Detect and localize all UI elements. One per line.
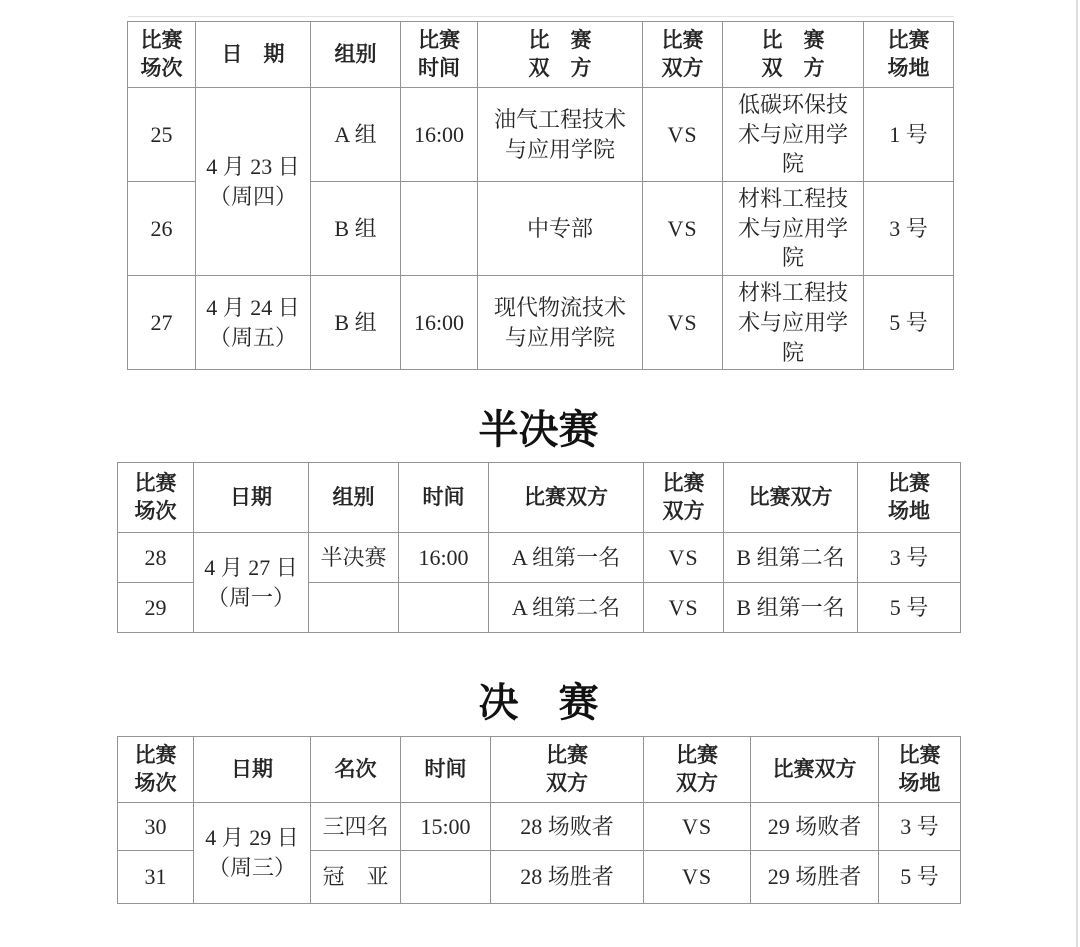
cell-date: 4 月 23 日 （周四） bbox=[196, 88, 311, 276]
cell-match-no: 25 bbox=[128, 88, 196, 182]
col-header-team1: 比赛双方 bbox=[489, 463, 644, 533]
cell-rank: 三四名 bbox=[311, 803, 401, 851]
col-header-time: 比赛 时间 bbox=[401, 22, 478, 88]
cell-time bbox=[399, 583, 489, 633]
col-header-team1: 比赛 双方 bbox=[491, 737, 644, 803]
col-header-group: 组别 bbox=[311, 22, 401, 88]
semifinal-table bbox=[117, 462, 961, 633]
cell-match-no: 29 bbox=[118, 583, 194, 633]
cell-venue: 1 号 bbox=[864, 88, 954, 182]
cell-vs: VS bbox=[643, 182, 723, 276]
col-header-date: 日期 bbox=[194, 463, 309, 533]
group-stage-table bbox=[127, 21, 954, 370]
cell-group: A 组 bbox=[311, 88, 401, 182]
cell-group bbox=[309, 583, 399, 633]
col-header-match-no: 比赛 场次 bbox=[128, 22, 196, 88]
cell-team1: 中专部 bbox=[478, 182, 643, 276]
col-header-team2: 比赛双方 bbox=[751, 737, 879, 803]
col-header-date: 日期 bbox=[194, 737, 311, 803]
cell-team2: 29 场胜者 bbox=[751, 851, 879, 904]
cell-vs: VS bbox=[644, 533, 724, 583]
cell-group: 半决赛 bbox=[309, 533, 399, 583]
cell-venue: 3 号 bbox=[864, 182, 954, 276]
cell-team1: 28 场败者 bbox=[491, 803, 644, 851]
col-header-match-no: 比赛 场次 bbox=[118, 463, 194, 533]
cell-time: 16:00 bbox=[401, 276, 478, 370]
cell-match-no: 27 bbox=[128, 276, 196, 370]
col-header-team2: 比赛双方 bbox=[724, 463, 858, 533]
cell-match-no: 26 bbox=[128, 182, 196, 276]
table-row bbox=[128, 276, 954, 370]
semifinal-section-title: 半决赛 bbox=[478, 407, 599, 452]
cell-venue: 3 号 bbox=[858, 533, 961, 583]
page-right-edge-line bbox=[1076, 0, 1078, 947]
cell-team2: 29 场败者 bbox=[751, 803, 879, 851]
col-header-time: 时间 bbox=[401, 737, 491, 803]
col-header-venue: 比赛 场地 bbox=[858, 463, 961, 533]
cell-team1: A 组第一名 bbox=[489, 533, 644, 583]
table-header-row bbox=[118, 737, 961, 803]
col-header-venue: 比赛 场地 bbox=[879, 737, 961, 803]
cell-team1: 油气工程技术与应用学院 bbox=[478, 88, 643, 182]
col-header-rank: 名次 bbox=[311, 737, 401, 803]
cell-team2: 材料工程技术与应用学院 bbox=[723, 182, 864, 276]
cell-venue: 5 号 bbox=[864, 276, 954, 370]
cell-match-no: 28 bbox=[118, 533, 194, 583]
cell-team2: 材料工程技术与应用学院 bbox=[723, 276, 864, 370]
col-header-vs: 比赛 双方 bbox=[644, 737, 751, 803]
cell-time: 16:00 bbox=[401, 88, 478, 182]
cell-team2: B 组第一名 bbox=[724, 583, 858, 633]
cell-vs: VS bbox=[644, 851, 751, 904]
cell-date: 4 月 29 日 （周三） bbox=[194, 803, 311, 904]
cell-team1: 现代物流技术与应用学院 bbox=[478, 276, 643, 370]
cell-date: 4 月 27 日 （周一） bbox=[194, 533, 309, 633]
table-row bbox=[118, 533, 961, 583]
col-header-group: 组别 bbox=[309, 463, 399, 533]
cell-match-no: 30 bbox=[118, 803, 194, 851]
cell-time bbox=[401, 182, 478, 276]
cell-vs: VS bbox=[643, 276, 723, 370]
cell-venue: 3 号 bbox=[879, 803, 961, 851]
col-header-vs: 比赛 双方 bbox=[643, 22, 723, 88]
cell-vs: VS bbox=[644, 803, 751, 851]
cell-vs: VS bbox=[643, 88, 723, 182]
cell-team2: B 组第二名 bbox=[724, 533, 858, 583]
cell-team2: 低碳环保技术与应用学院 bbox=[723, 88, 864, 182]
cell-time: 16:00 bbox=[399, 533, 489, 583]
col-header-match-no: 比赛 场次 bbox=[118, 737, 194, 803]
table-header-row bbox=[128, 22, 954, 88]
table-header-row bbox=[118, 463, 961, 533]
col-header-team2: 比 赛 双 方 bbox=[723, 22, 864, 88]
cell-team1: 28 场胜者 bbox=[491, 851, 644, 904]
cell-venue: 5 号 bbox=[879, 851, 961, 904]
cell-date: 4 月 24 日 （周五） bbox=[196, 276, 311, 370]
top-crop-remnant-line bbox=[128, 16, 954, 17]
cell-vs: VS bbox=[644, 583, 724, 633]
cell-venue: 5 号 bbox=[858, 583, 961, 633]
table-row bbox=[118, 803, 961, 851]
col-header-time: 时间 bbox=[399, 463, 489, 533]
col-header-vs: 比赛 双方 bbox=[644, 463, 724, 533]
cell-match-no: 31 bbox=[118, 851, 194, 904]
cell-time: 15:00 bbox=[401, 803, 491, 851]
cell-group: B 组 bbox=[311, 276, 401, 370]
col-header-date: 日 期 bbox=[196, 22, 311, 88]
final-section-title: 决 赛 bbox=[478, 680, 599, 725]
cell-team1: A 组第二名 bbox=[489, 583, 644, 633]
cell-rank: 冠 亚 bbox=[311, 851, 401, 904]
col-header-venue: 比赛 场地 bbox=[864, 22, 954, 88]
table-row bbox=[128, 88, 954, 182]
final-table bbox=[117, 736, 961, 904]
cell-group: B 组 bbox=[311, 182, 401, 276]
cell-time bbox=[401, 851, 491, 904]
col-header-team1: 比 赛 双 方 bbox=[478, 22, 643, 88]
